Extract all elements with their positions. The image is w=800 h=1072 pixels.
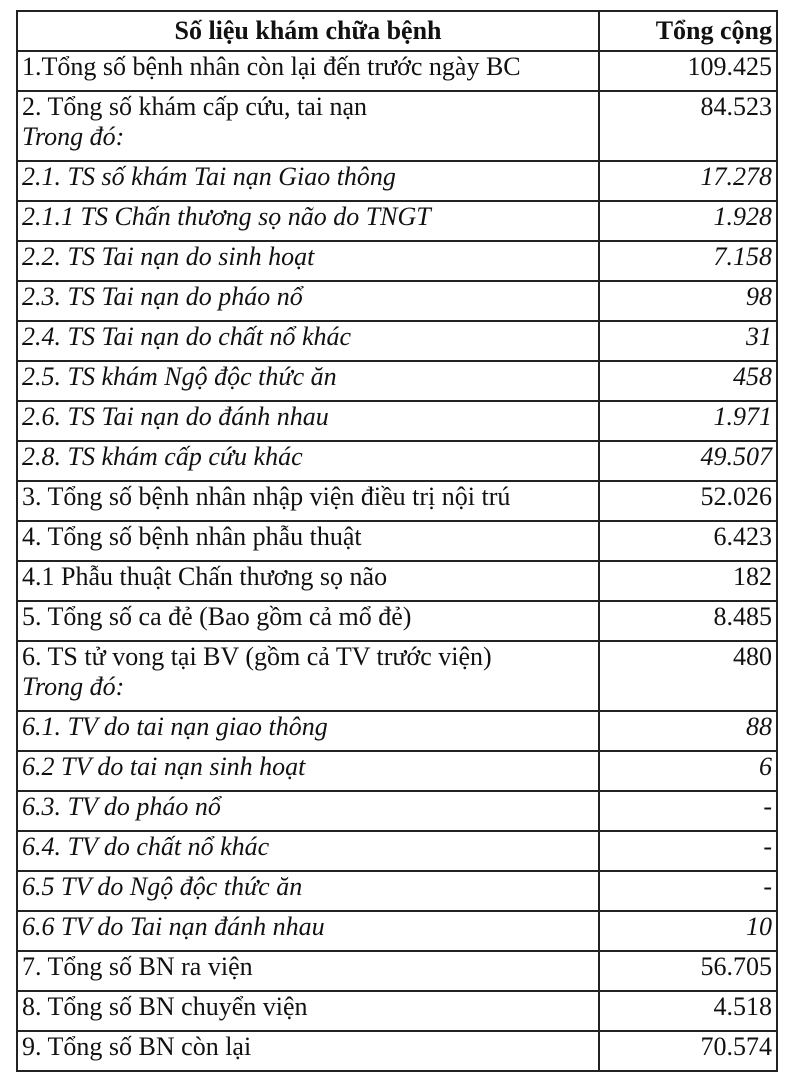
row-note: Trong đó: xyxy=(22,672,125,701)
row-value: 70.574 xyxy=(599,1031,777,1071)
row-value: - xyxy=(599,791,777,831)
row-label: 7. Tổng số BN ra viện xyxy=(17,951,599,991)
table-row xyxy=(17,281,777,321)
row-label: 5. Tổng số ca đẻ (Bao gồm cả mổ đẻ) xyxy=(17,601,599,641)
table-row xyxy=(17,201,777,241)
row-label: 2.1.1 TS Chấn thương sọ não do TNGT xyxy=(17,201,599,241)
medical-stats-table xyxy=(16,10,778,1072)
row-value: 480 xyxy=(599,641,777,711)
row-note: Trong đó: xyxy=(22,122,125,151)
table-row xyxy=(17,711,777,751)
row-value: 88 xyxy=(599,711,777,751)
row-label: 6.5 TV do Ngộ độc thức ăn xyxy=(17,871,599,911)
row-value: 6 xyxy=(599,751,777,791)
row-value: 1.971 xyxy=(599,401,777,441)
table-row xyxy=(17,441,777,481)
row-label: 2.4. TS Tai nạn do chất nổ khác xyxy=(17,321,599,361)
row-value: 458 xyxy=(599,361,777,401)
table-row xyxy=(17,161,777,201)
row-value: 17.278 xyxy=(599,161,777,201)
row-label: 6.6 TV do Tai nạn đánh nhau xyxy=(17,911,599,951)
row-value: - xyxy=(599,831,777,871)
table-row xyxy=(17,641,777,711)
row-label: 6.4. TV do chất nổ khác xyxy=(17,831,599,871)
table-row xyxy=(17,951,777,991)
row-value: 1.928 xyxy=(599,201,777,241)
row-value: 31 xyxy=(599,321,777,361)
table-row xyxy=(17,871,777,911)
table-row xyxy=(17,241,777,281)
row-value: 49.507 xyxy=(599,441,777,481)
row-value: 52.026 xyxy=(599,481,777,521)
table-row xyxy=(17,51,777,91)
table-row xyxy=(17,791,777,831)
row-value: 98 xyxy=(599,281,777,321)
row-label: 4.1 Phẫu thuật Chấn thương sọ não xyxy=(17,561,599,601)
row-label: 1.Tổng số bệnh nhân còn lại đến trước ngày BC xyxy=(17,51,599,91)
table-row xyxy=(17,91,777,161)
row-value: 109.425 xyxy=(599,51,777,91)
table-row xyxy=(17,401,777,441)
row-label: 6.3. TV do pháo nổ xyxy=(17,791,599,831)
row-label: 2.8. TS khám cấp cứu khác xyxy=(17,441,599,481)
table-row xyxy=(17,911,777,951)
table-row xyxy=(17,601,777,641)
row-value: 7.158 xyxy=(599,241,777,281)
row-label: 2. Tổng số khám cấp cứu, tai nạn xyxy=(22,92,368,121)
row-label: 9. Tổng số BN còn lại xyxy=(17,1031,599,1071)
header-label: Số liệu khám chữa bệnh xyxy=(17,11,599,51)
row-value: 4.518 xyxy=(599,991,777,1031)
table-row xyxy=(17,831,777,871)
row-value: - xyxy=(599,871,777,911)
row-label: 2.5. TS khám Ngộ độc thức ăn xyxy=(17,361,599,401)
table-row xyxy=(17,481,777,521)
row-value: 182 xyxy=(599,561,777,601)
table-row xyxy=(17,361,777,401)
row-value: 8.485 xyxy=(599,601,777,641)
row-label: 8. Tổng số BN chuyển viện xyxy=(17,991,599,1031)
row-label: 6. TS tử vong tại BV (gồm cả TV trước viện) xyxy=(22,642,492,671)
table-row xyxy=(17,321,777,361)
row-value: 84.523 xyxy=(599,91,777,161)
row-label: 2.6. TS Tai nạn do đánh nhau xyxy=(17,401,599,441)
row-value: 6.423 xyxy=(599,521,777,561)
row-label: 6.1. TV do tai nạn giao thông xyxy=(17,711,599,751)
table-row xyxy=(17,561,777,601)
row-label: 2.2. TS Tai nạn do sinh hoạt xyxy=(17,241,599,281)
table-row xyxy=(17,1031,777,1071)
table-row xyxy=(17,521,777,561)
table-row xyxy=(17,751,777,791)
row-label: 4. Tổng số bệnh nhân phẫu thuật xyxy=(17,521,599,561)
row-value: 10 xyxy=(599,911,777,951)
table-row xyxy=(17,991,777,1031)
row-label-cell xyxy=(17,91,599,161)
row-label: 2.3. TS Tai nạn do pháo nổ xyxy=(17,281,599,321)
row-label: 6.2 TV do tai nạn sinh hoạt xyxy=(17,751,599,791)
header-row xyxy=(17,11,777,51)
row-label-cell xyxy=(17,641,599,711)
row-label: 2.1. TS số khám Tai nạn Giao thông xyxy=(17,161,599,201)
row-value: 56.705 xyxy=(599,951,777,991)
row-label: 3. Tổng số bệnh nhân nhập viện điều trị nội trú xyxy=(17,481,599,521)
header-total: Tổng cộng xyxy=(599,11,777,51)
